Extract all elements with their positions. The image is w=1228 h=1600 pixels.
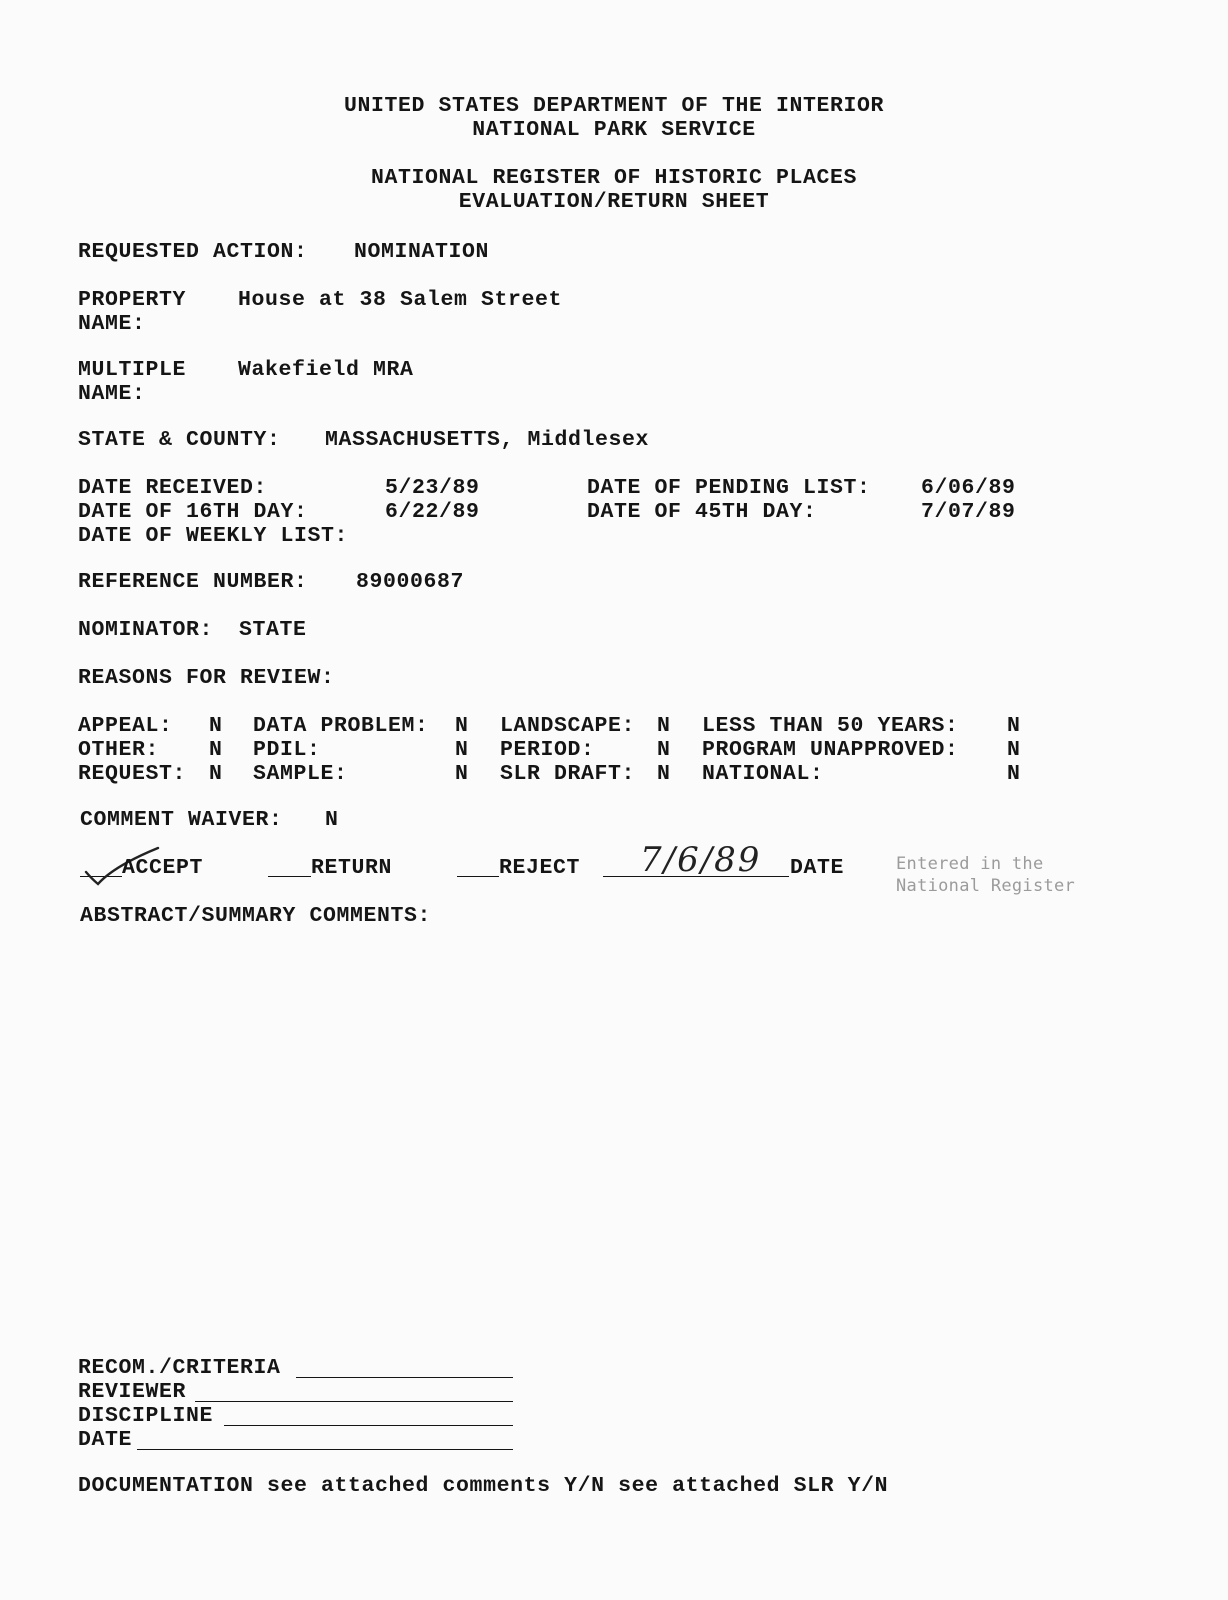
- national-value: N: [1007, 762, 1021, 786]
- date-45th-value: 7/07/89: [921, 500, 1016, 524]
- requested-action-label: REQUESTED ACTION:: [78, 240, 308, 264]
- slr-draft-label: SLR DRAFT:: [500, 762, 636, 786]
- program-unapproved-value: N: [1007, 738, 1021, 762]
- state-county-label: STATE & COUNTY:: [78, 428, 281, 452]
- date-16th-label: DATE OF 16TH DAY:: [78, 500, 308, 524]
- property-name-label: NAME:: [78, 312, 146, 336]
- register-title: NATIONAL REGISTER OF HISTORIC PLACES: [370, 166, 858, 190]
- national-label: NATIONAL:: [702, 762, 824, 786]
- reference-number-value: 89000687: [356, 570, 465, 594]
- accept-option: ACCEPT: [122, 856, 204, 880]
- recom-criteria-line: [296, 1377, 513, 1378]
- request-value: N: [209, 762, 223, 786]
- date-received-value: 5/23/89: [385, 476, 480, 500]
- date-weekly-label: DATE OF WEEKLY LIST:: [78, 524, 349, 548]
- pdil-label: PDIL:: [253, 738, 321, 762]
- signoff-date-label: DATE: [78, 1428, 133, 1452]
- discipline-line: [224, 1425, 513, 1426]
- reject-blank-line: [457, 876, 499, 877]
- multiple-label: MULTIPLE: [78, 358, 187, 382]
- pdil-value: N: [455, 738, 469, 762]
- service-name: NATIONAL PARK SERVICE: [472, 118, 756, 142]
- return-option: RETURN: [311, 856, 393, 880]
- program-unapproved-label: PROGRAM UNAPPROVED:: [702, 738, 959, 762]
- data-problem-label: DATA PROBLEM:: [253, 714, 429, 738]
- data-problem-value: N: [455, 714, 469, 738]
- less-than-50-value: N: [1007, 714, 1021, 738]
- multiple-name-value: Wakefield MRA: [238, 358, 414, 382]
- sample-value: N: [455, 762, 469, 786]
- appeal-label: APPEAL:: [78, 714, 173, 738]
- agency-name: UNITED STATES DEPARTMENT OF THE INTERIOR: [343, 94, 885, 118]
- other-value: N: [209, 738, 223, 762]
- nominator-label: NOMINATOR:: [78, 618, 214, 642]
- date-16th-value: 6/22/89: [385, 500, 480, 524]
- period-value: N: [657, 738, 671, 762]
- other-label: OTHER:: [78, 738, 160, 762]
- sheet-title: EVALUATION/RETURN SHEET: [458, 190, 770, 214]
- signoff-date-line: [137, 1449, 513, 1450]
- documentation-line: DOCUMENTATION see attached comments Y/N see attached SLR Y/N: [78, 1474, 889, 1498]
- period-label: PERIOD:: [500, 738, 595, 762]
- discipline-label: DISCIPLINE: [78, 1404, 214, 1428]
- multiple-name-label: NAME:: [78, 382, 146, 406]
- entered-register-stamp: [896, 853, 1075, 897]
- reviewer-line: [195, 1401, 513, 1402]
- comment-waiver-label: COMMENT WAIVER:: [80, 808, 283, 832]
- handwritten-date: 7/6/89: [640, 840, 762, 880]
- decision-date-label: DATE: [790, 856, 845, 880]
- reject-option: REJECT: [499, 856, 581, 880]
- comment-waiver-value: N: [325, 808, 339, 832]
- date-pending-value: 6/06/89: [921, 476, 1016, 500]
- requested-action-value: NOMINATION: [354, 240, 490, 264]
- less-than-50-label: LESS THAN 50 YEARS:: [702, 714, 959, 738]
- reasons-label: REASONS FOR REVIEW:: [78, 666, 335, 690]
- date-received-label: DATE RECEIVED:: [78, 476, 268, 500]
- nominator-value: STATE: [239, 618, 307, 642]
- appeal-value: N: [209, 714, 223, 738]
- sample-label: SAMPLE:: [253, 762, 348, 786]
- recom-criteria-label: RECOM./CRITERIA: [78, 1356, 281, 1380]
- property-label: PROPERTY: [78, 288, 187, 312]
- reviewer-label: REVIEWER: [78, 1380, 187, 1404]
- stamp-line-2: National Register: [896, 876, 1076, 896]
- stamp-line-1: Entered in the: [896, 854, 1044, 874]
- slr-draft-value: N: [657, 762, 671, 786]
- abstract-comments-label: ABSTRACT/SUMMARY COMMENTS:: [80, 904, 432, 928]
- date-45th-label: DATE OF 45TH DAY:: [587, 500, 817, 524]
- date-pending-label: DATE OF PENDING LIST:: [587, 476, 871, 500]
- landscape-value: N: [657, 714, 671, 738]
- return-blank-line: [268, 876, 311, 877]
- reference-number-label: REFERENCE NUMBER:: [78, 570, 308, 594]
- property-name-value: House at 38 Salem Street: [238, 288, 563, 312]
- request-label: REQUEST:: [78, 762, 187, 786]
- state-county-value: MASSACHUSETTS, Middlesex: [325, 428, 650, 452]
- landscape-label: LANDSCAPE:: [500, 714, 636, 738]
